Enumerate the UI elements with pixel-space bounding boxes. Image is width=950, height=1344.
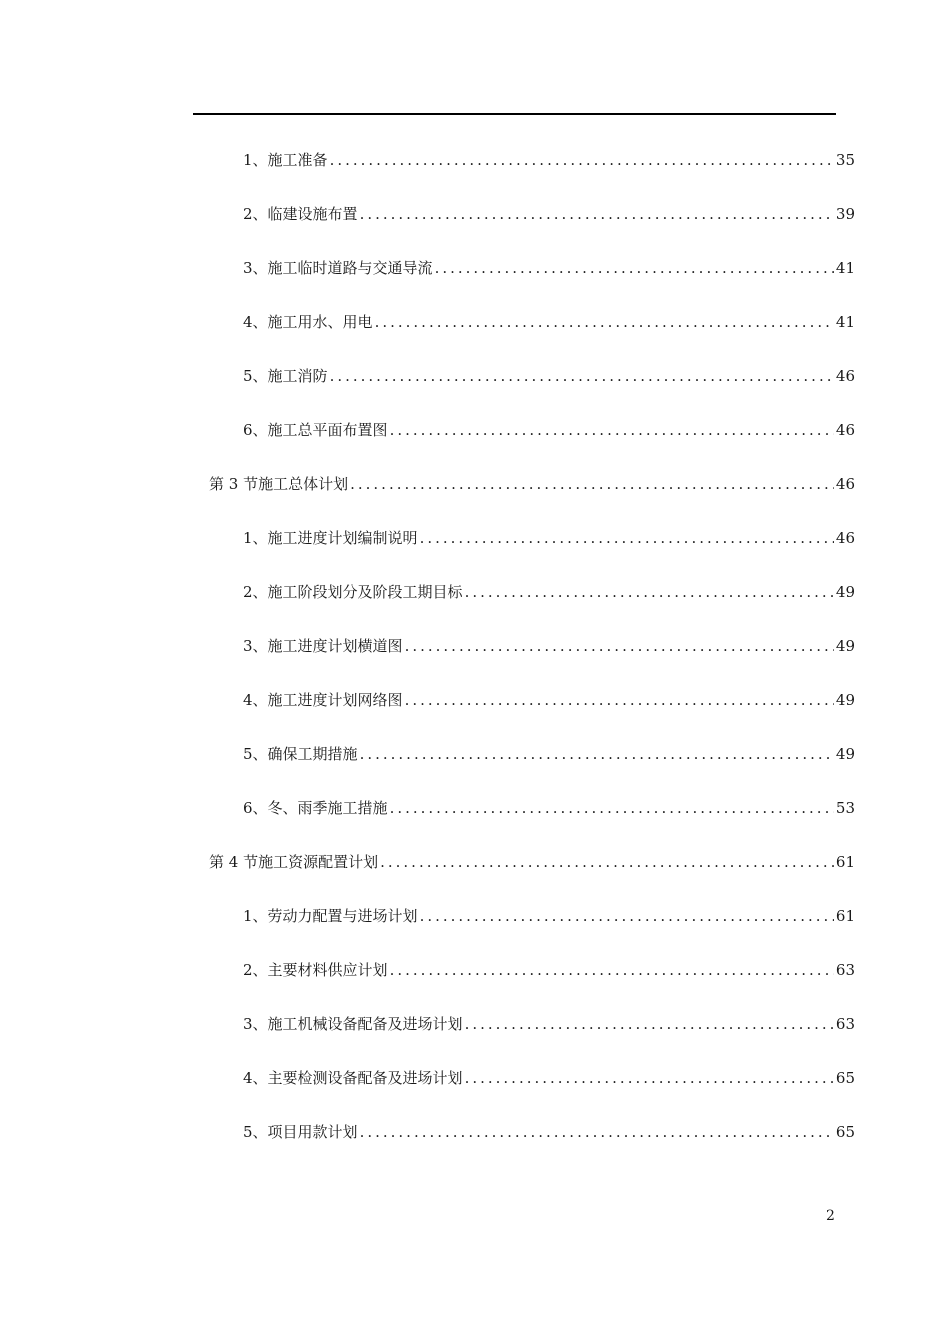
toc-entry-page: 49 [835,691,855,709]
toc-entry[interactable] [243,742,855,766]
toc-entry[interactable] [243,688,855,712]
dot-leader [405,688,834,712]
dot-leader [390,418,834,442]
toc-entry-title: 劳动力配置与进场计划 [267,907,418,925]
dot-leader [390,958,834,982]
dot-leader [390,796,834,820]
toc-entry[interactable] [243,418,855,442]
toc-entry-title: 施工进度计划编制说明 [267,529,418,547]
dot-leader [420,526,834,550]
toc-entry-title: 施工用水、用电 [267,313,373,331]
dot-leader [330,148,834,172]
toc-entry-number: 3、 [243,259,268,277]
toc-entry-title: 施工临时道路与交通导流 [267,259,433,277]
dot-leader [360,1120,834,1144]
toc-entry-number: 1、 [243,151,268,169]
toc-entry-page: 35 [835,151,855,169]
toc-entry-number: 5、 [243,367,268,385]
toc-entry[interactable] [243,310,855,334]
toc-entry-title: 确保工期措施 [267,745,358,763]
toc-entry-page: 39 [835,205,855,223]
toc-entry[interactable] [243,526,855,550]
toc-entry-page: 49 [835,637,855,655]
toc-entry-page: 46 [835,421,855,439]
toc-entry-page: 41 [835,313,855,331]
toc-entry-title: 施工进度计划网络图 [267,691,403,709]
toc-entry-number: 1、 [243,907,268,925]
toc-entry-title: 施工总平面布置图 [267,421,388,439]
toc-entry-number: 4、 [243,1069,268,1087]
toc-entry-title: 施工资源配置计划 [258,853,379,871]
dot-leader [420,904,834,928]
toc-entry-page: 49 [835,745,855,763]
toc-entry-page: 53 [835,799,855,817]
toc-entry-number: 3、 [243,1015,268,1033]
toc-entry[interactable] [243,904,855,928]
toc-entry[interactable] [243,364,855,388]
dot-leader [465,1012,834,1036]
toc-entry-title: 施工准备 [267,151,328,169]
toc-entry-title: 主要检测设备配备及进场计划 [267,1069,463,1087]
dot-leader [360,202,834,226]
toc-entry-page: 65 [835,1123,855,1141]
toc-entry-page: 41 [835,259,855,277]
toc-entry-title: 临建设施布置 [267,205,358,223]
toc-entry[interactable] [243,1012,855,1036]
toc-entry-number: 5、 [243,745,268,763]
toc-entry-page: 49 [835,583,855,601]
toc-section-entry[interactable] [209,850,855,874]
toc-entry-title: 项目用款计划 [267,1123,358,1141]
toc-entry[interactable] [243,202,855,226]
toc-entry-page: 61 [835,853,855,871]
toc-entry-number: 第 4 节 [209,853,259,871]
toc-entry[interactable] [243,580,855,604]
toc-entry-title: 冬、雨季施工措施 [267,799,388,817]
toc-entry-page: 63 [835,961,855,979]
toc-entry[interactable] [243,1066,855,1090]
toc-entry-number: 3、 [243,637,268,655]
toc-entry-page: 65 [835,1069,855,1087]
toc-entry-number: 第 3 节 [209,475,259,493]
toc-entry[interactable] [243,958,855,982]
toc-entry-number: 5、 [243,1123,268,1141]
page-number: 2 [826,1208,835,1224]
toc-entry-title: 施工总体计划 [258,475,349,493]
toc-entry-title: 施工阶段划分及阶段工期目标 [267,583,463,601]
dot-leader [465,580,834,604]
dot-leader [360,742,834,766]
header-rule [193,113,836,115]
toc-entry-page: 46 [835,475,855,493]
dot-leader [380,850,834,874]
toc-entry[interactable] [243,256,855,280]
toc-section-entry[interactable] [209,472,855,496]
toc-entry-number: 6、 [243,799,268,817]
dot-leader [465,1066,834,1090]
toc-entry[interactable] [243,796,855,820]
toc-entry-number: 1、 [243,529,268,547]
toc-entry-page: 46 [835,529,855,547]
toc-entry-number: 2、 [243,961,268,979]
dot-leader [405,634,834,658]
dot-leader [435,256,834,280]
toc-entry[interactable] [243,1120,855,1144]
toc-entry-title: 施工进度计划横道图 [267,637,403,655]
toc-entry-number: 4、 [243,691,268,709]
toc-entry-number: 2、 [243,583,268,601]
toc-entry-number: 6、 [243,421,268,439]
toc-entry-page: 63 [835,1015,855,1033]
toc-entry-number: 2、 [243,205,268,223]
dot-leader [350,472,834,496]
toc-entry-page: 46 [835,367,855,385]
toc-entry[interactable] [243,148,855,172]
toc-entry[interactable] [243,634,855,658]
toc-entry-title: 施工消防 [267,367,328,385]
toc-entry-page: 61 [835,907,855,925]
toc-entry-number: 4、 [243,313,268,331]
dot-leader [375,310,834,334]
toc-entry-title: 施工机械设备配备及进场计划 [267,1015,463,1033]
toc-entry-title: 主要材料供应计划 [267,961,388,979]
dot-leader [330,364,834,388]
